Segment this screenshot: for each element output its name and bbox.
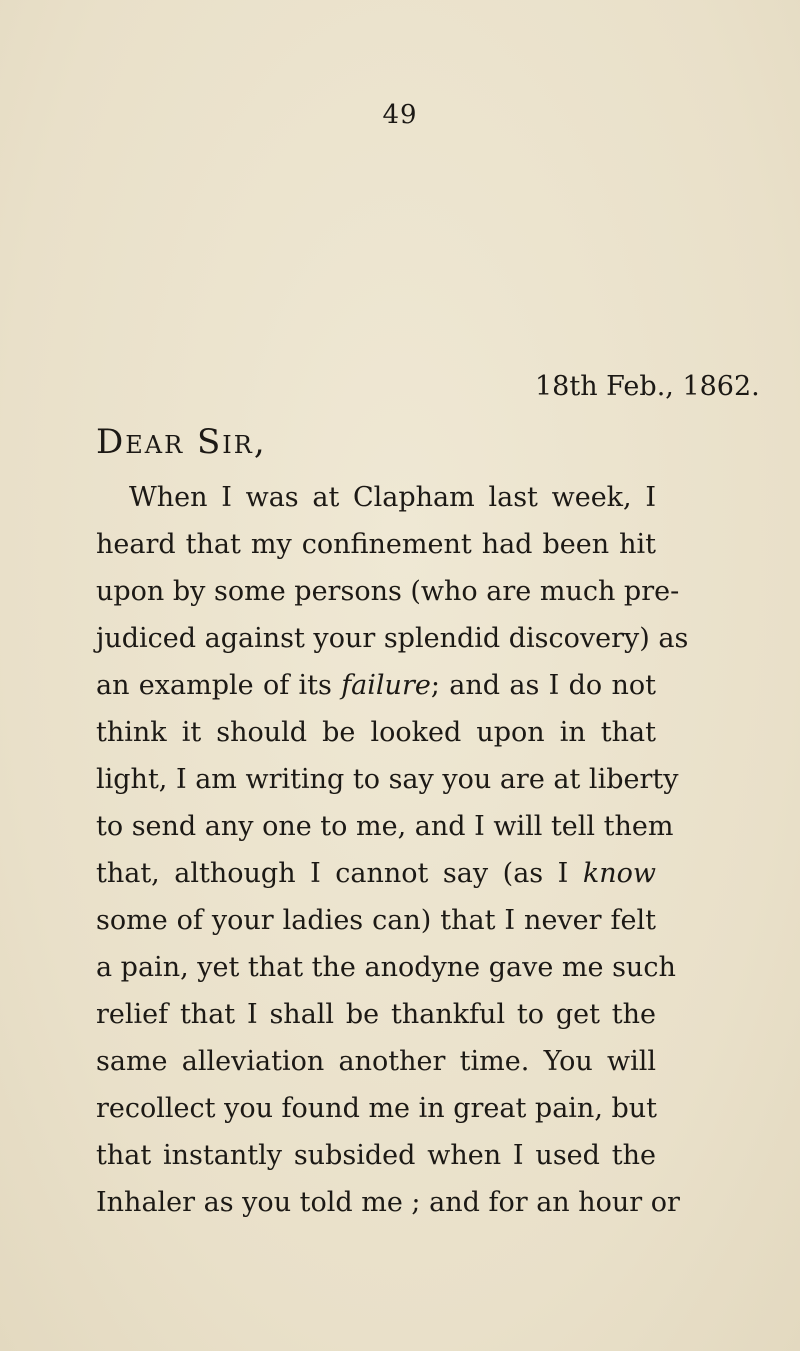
text-line: [96, 662, 656, 709]
text-run: that, although I cannot say (as I: [96, 858, 569, 889]
text-line: some of your ladies can) that I never felt: [96, 905, 656, 936]
text-line: heard that my confinement had been hit: [96, 529, 656, 560]
emphasis-know: know: [582, 858, 656, 889]
text-run: ; and as I do not: [430, 670, 656, 701]
text-line: to send any one to me, and I will tell them: [96, 811, 674, 842]
page-number: 49: [382, 100, 418, 130]
text-line: same alleviation another time. You will: [96, 1046, 656, 1077]
text-line: When I was at Clapham last week, I: [129, 482, 656, 513]
text-line: upon by some persons (who are much pre-: [96, 576, 680, 607]
emphasis-failure: failure: [341, 670, 431, 701]
letter-date: 18th Feb., 1862.: [535, 371, 760, 402]
text-line: think it should be looked upon in that: [96, 717, 656, 748]
text-line: recollect you found me in great pain, but: [96, 1093, 658, 1124]
text-line: that instantly subsided when I used the: [96, 1140, 656, 1171]
text-run: an example of its: [96, 670, 332, 701]
text-line: Inhaler as you told me ; and for an hour or: [96, 1187, 680, 1218]
text-line: light, I am writing to say you are at liberty: [96, 764, 679, 795]
letter-body: [96, 474, 689, 1226]
letter-salutation: Dear Sir,: [96, 422, 267, 462]
text-line: relief that I shall be thankful to get the: [96, 999, 656, 1030]
text-line: judiced against your splendid discovery) as: [96, 623, 689, 654]
text-line: a pain, yet that the anodyne gave me such: [96, 952, 676, 983]
text-line: [96, 850, 656, 897]
